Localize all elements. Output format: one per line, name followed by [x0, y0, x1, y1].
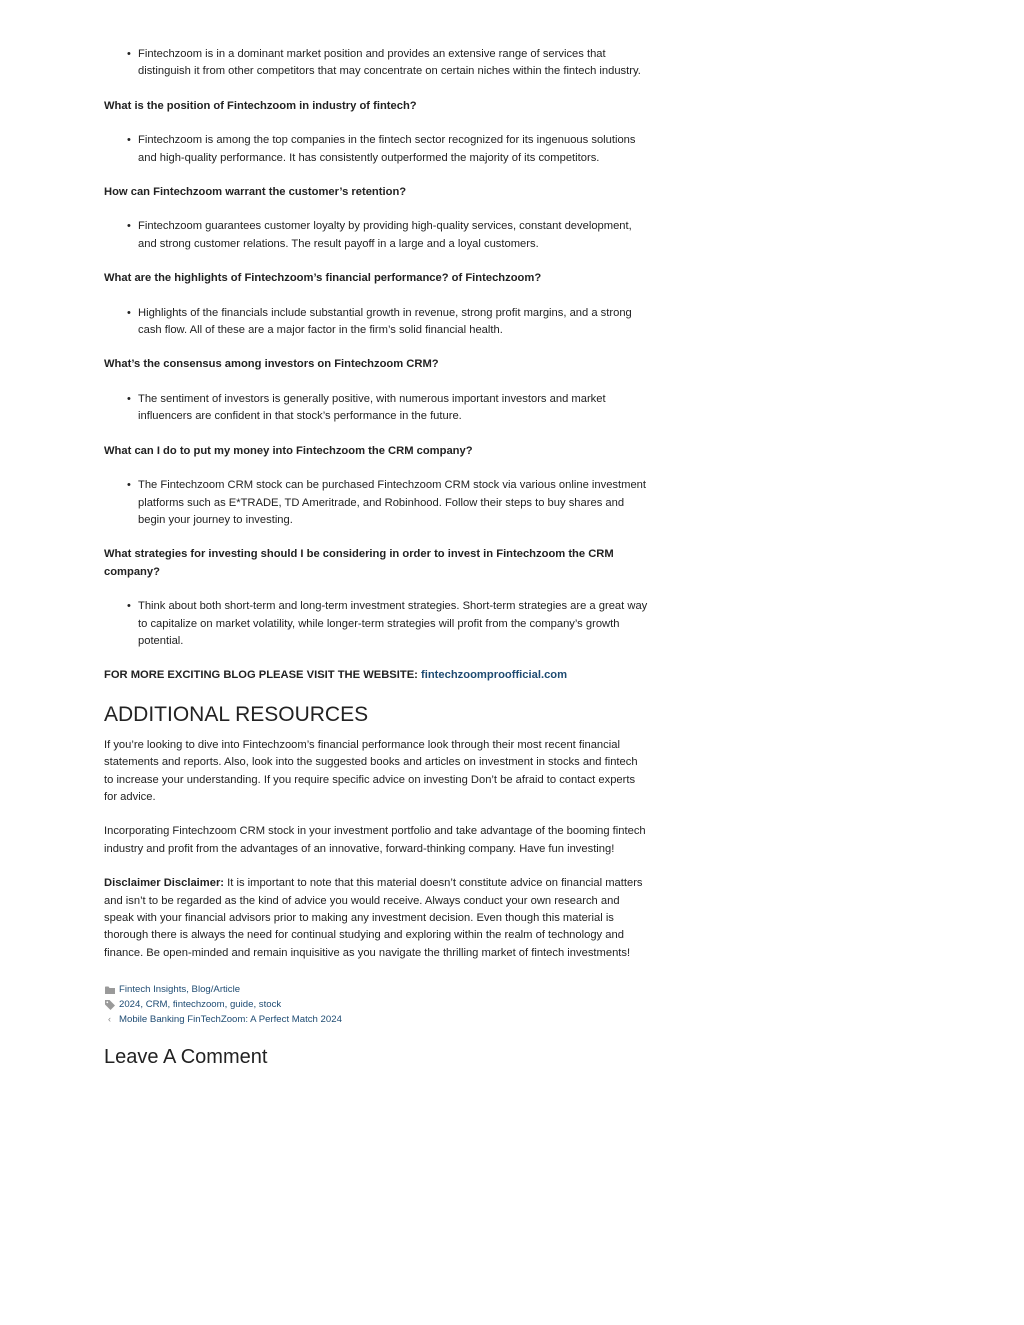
article-content	[104, 46, 649, 1069]
faq-answer: • Fintechzoom is in a dominant market position and provides an extensive range of services that distinguish it from other competitors that may concentrate on certain niches within the fintech industry.	[138, 46, 649, 81]
more-blog-line	[104, 667, 649, 684]
tag-icon	[104, 1000, 115, 1010]
faq-answer-list	[104, 218, 649, 253]
more-blog-label: FOR MORE EXCITING BLOG PLEASE VISIT THE WEBSITE:	[104, 669, 421, 682]
tag-link[interactable]: guide	[229, 999, 254, 1011]
faq-answer: • The Fintechzoom CRM stock can be purchased Fintechzoom CRM stock via various online investment platforms such as E*TRADE, TD Ameritrade, and Robinhood. Follow their steps to buy shares and begin your journey to investing.	[138, 477, 649, 529]
faq-answer-list	[104, 477, 649, 529]
folder-icon	[104, 985, 115, 995]
faq-answer-list	[104, 132, 649, 167]
faq-answer-list	[104, 46, 649, 81]
faq-answer-list	[104, 598, 649, 650]
resources-paragraph-2: Incorporating Fintechzoom CRM stock in your investment portfolio and take advantage of the booming fintech industry and profit from the advantages of an innovative, forward-thinking company. Have fun investing!	[104, 825, 646, 855]
faq-answer: • Fintechzoom guarantees customer loyalty by providing high-quality services, constant development, and strong customer relations. The result payoff in a large and a loyal customers.	[138, 218, 649, 253]
faq-question: What strategies for investing should I be considering in order to invest in Fintechzoom the CRM company?	[104, 548, 614, 578]
faq-answer: • The sentiment of investors is generally positive, with numerous important investors and market influencers are confident in that stock’s performance in the future.	[138, 391, 649, 426]
faq-answer-list	[104, 305, 649, 340]
faq-answer-list	[104, 391, 649, 426]
previous-post-link[interactable]: Mobile Banking FinTechZoom: A Perfect Match 2024	[119, 1014, 342, 1026]
faq-answer: • Think about both short-term and long-term investment strategies. Short-term strategies are a great way to capitalize on market volatility, while longer-term strategies will profit from the company’s growth potential.	[138, 598, 649, 650]
faq-question: How can Fintechzoom warrant the customer’s retention?	[104, 186, 407, 199]
tag-link[interactable]: stock	[258, 999, 282, 1011]
disclaimer-text: It is important to note that this material doesn’t constitute advice on financial matters and isn’t to be regarded as the kind of advice you would receive. Always conduct your own research and speak with your financial advisors prior to making any investment decision. Even though this material is thorough there is always the need for continual studying and exploring within the realm of technology and finance. Be open-minded and remain inquisitive as you navigate the thrilling market of fintech investments!	[104, 877, 643, 959]
chevron-left-icon: ‹	[108, 1014, 111, 1025]
website-link[interactable]: fintechzoomproofficial.com	[421, 669, 568, 682]
category-link[interactable]: Fintech Insights	[119, 984, 187, 996]
faq-question: What are the highlights of Fintechzoom’s financial performance? of Fintechzoom?	[104, 272, 542, 285]
leave-comment-heading: Leave A Comment	[104, 1046, 268, 1069]
post-categories: Fintech Insights , Blog/Article	[104, 982, 649, 997]
additional-resources-heading: ADDITIONAL RESOURCES	[104, 702, 369, 726]
faq-question: What is the position of Fintechzoom in industry of fintech?	[104, 99, 417, 112]
disclaimer-paragraph	[104, 875, 649, 962]
resources-paragraph-1: If you’re looking to dive into Fintechzoom’s financial performance look through their most recent financial statements and reports. Also, look into the suggested books and articles on investment in stocks and fintech to increase your understanding. If you require specific advice on investing Don’t be afraid to contact experts for advice.	[104, 738, 638, 803]
post-tags: 2024 , CRM , fintechzoom , guide , stock	[104, 997, 649, 1012]
tag-link[interactable]: CRM	[145, 999, 168, 1011]
category-link[interactable]: Blog/Article	[191, 984, 241, 996]
faq-question: What can I do to put my money into Fintechzoom the CRM company?	[104, 444, 473, 457]
faq-question: What’s the consensus among investors on Fintechzoom CRM?	[104, 358, 439, 371]
disclaimer-label: Disclaimer Disclaimer:	[104, 877, 225, 890]
faq-answer: • Highlights of the financials include substantial growth in revenue, strong profit margins, and a strong cash flow. All of these are a major factor in the firm’s solid financial health.	[138, 305, 649, 340]
tag-link[interactable]: 2024	[119, 999, 141, 1011]
faq-answer: • Fintechzoom is among the top companies in the fintech sector recognized for its ingenuous solutions and high-quality performance. It has consistently outperformed the majority of its competitors.	[138, 132, 649, 167]
tag-link[interactable]: fintechzoom	[172, 999, 225, 1011]
post-meta	[104, 982, 649, 1027]
post-navigation	[104, 1012, 649, 1027]
